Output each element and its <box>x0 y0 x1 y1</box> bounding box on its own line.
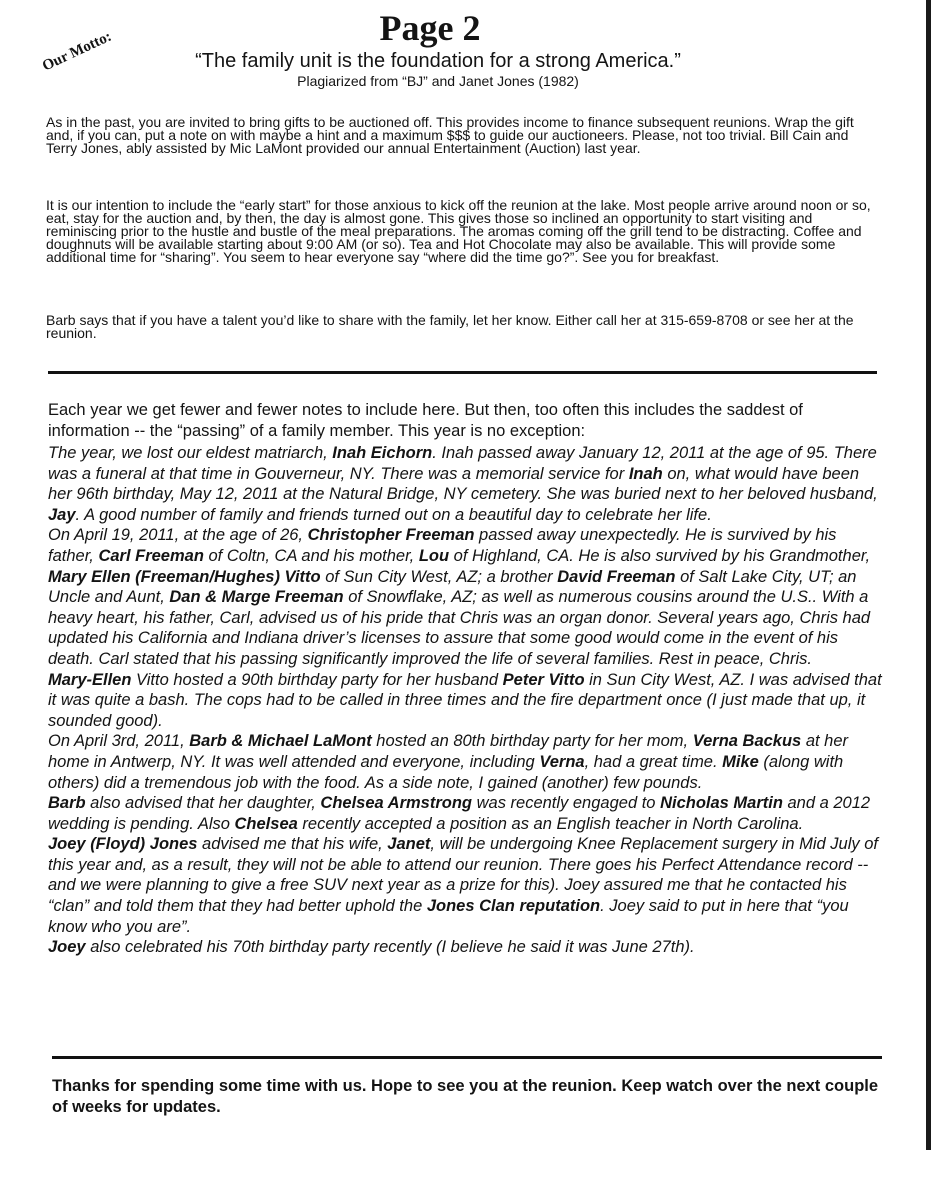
note-text: at her home in Antwerp, NY. It was well attended and everyone, including <box>48 732 849 771</box>
note-text: of Coltn, CA and his mother, <box>203 546 419 565</box>
note-text: , will be undergoing Knee Replacement surgery in Mid July of this year and, as a result, they will not be able to attend our reunion. There goes his Perfect Attendance record -- and we were planning to give a free SUV next year as a prize for this). Joey assured me that he contacted his “clan” and told them that they had better uphold the <box>48 835 878 916</box>
note-name: Carl Freeman <box>98 546 204 565</box>
note-name: Barb <box>48 794 86 813</box>
note-name: Mike <box>722 752 759 771</box>
note-text: On April 19, 2011, at the age of 26, <box>48 526 308 545</box>
note-text: also celebrated his 70th birthday party recently (I believe he said it was June 27th). <box>85 938 695 957</box>
page-edge-shadow <box>926 0 931 1150</box>
note-name: Janet <box>387 835 431 854</box>
note-text: of Salt Lake City, UT; an Uncle and Aunt, <box>48 567 857 607</box>
note-text: recently accepted a position as an English teacher in North Carolina. <box>297 814 804 833</box>
section-divider <box>52 1056 882 1059</box>
note-text: in Sun City West, AZ. I was advised that it was quite a bash. The cops had to be called in three times and the fire department once (I just made that up, it sounded good). <box>48 670 882 730</box>
note-name: David Freeman <box>557 567 676 586</box>
page-title: Page 2 <box>379 8 481 48</box>
note-text: of Sun City West, AZ; a brother <box>320 567 558 586</box>
family-note <box>48 443 884 525</box>
note-name: Chelsea <box>234 814 298 833</box>
note-text: . A good number of family and friends turned out on a beautiful day to celebrate her life. <box>75 505 712 524</box>
family-notes <box>48 443 884 958</box>
note-text: hosted an 80th birthday party for her mom, <box>371 732 693 751</box>
note-text: advised me that his wife, <box>197 835 388 854</box>
note-name: Inah Eichorn <box>332 444 433 462</box>
note-name: Christopher Freeman <box>307 526 475 545</box>
family-note <box>48 525 884 669</box>
note-text: , had a great time. <box>584 752 723 771</box>
note-text: The year, we lost our eldest matriarch, <box>48 444 333 462</box>
note-name: Joey <box>48 938 86 957</box>
note-name: Barb & Michael LaMont <box>189 732 372 751</box>
early-start-paragraph: It is our intention to include the “early start” for those anxious to kick off the reunion at the lake. Most people arrive around noon or so, eat, stay for the auction and, by then, the day is almost gone. This gives those so inclined an opportunity to start visiting and reminiscing prior to the hustle and bustle of the meal preparations. The aromas coming off the grill tend to be distracting. Coffee and doughnuts will be available starting about 9:00 AM (or so). Tea and Hot Chocolate may also be available. This will provide some additional time for “sharing”. You seem to hear everyone say “where did the time go?”. See you for breakfast. <box>46 197 871 265</box>
notes-intro: Each year we get fewer and fewer notes to include here. But then, too often this includes the saddest of information -- the “passing” of a family member. This year is no exception: <box>48 401 803 440</box>
note-name: Inah <box>628 464 663 483</box>
family-note <box>48 793 884 834</box>
note-name: Chelsea Armstrong <box>320 794 473 813</box>
note-name: Jones Clan reputation <box>426 897 601 916</box>
family-note <box>48 834 884 937</box>
note-name: Lou <box>418 546 450 565</box>
note-name: Nicholas Martin <box>660 794 783 813</box>
note-name: Verna <box>539 752 585 771</box>
note-name: Verna Backus <box>692 732 802 751</box>
note-name: Mary Ellen (Freeman/Hughes) Vitto <box>48 567 321 586</box>
motto-tag: Our Motto: <box>40 28 115 75</box>
note-name: Jay <box>48 505 76 524</box>
note-text: on, what would have been her 96th birthday, May 12, 2011 at the Natural Bridge, NY cemetery. She was buried next to her beloved husband, <box>48 464 878 504</box>
note-text: (along with others) did a tremendous job with the food. As a side note, I gained (another) few pounds. <box>48 752 844 792</box>
note-text: . Joey said to put in here that “you know who you are”. <box>48 897 849 936</box>
section-divider <box>48 371 877 374</box>
family-note <box>48 937 884 958</box>
note-text: of Snowflake, AZ; as well as numerous cousins around the U.S.. With a heavy heart, his father, Carl, advised us of his pride that Chris was an organ donor. Several years ago, Chris had updated his California and Indiana driver’s licenses to assure that some good would come in the event of his death. Carl stated that his passing significantly improved the life of several families. Rest in peace, Chris. <box>48 588 871 668</box>
note-name: Peter Vitto <box>502 670 585 689</box>
note-text: On April 3rd, 2011, <box>48 732 190 751</box>
note-text: Vitto hosted a 90th birthday party for her husband <box>131 670 503 689</box>
closing-message: Thanks for spending some time with us. Hope to see you at the reunion. Keep watch over the next couple of weeks for updates. <box>52 1077 879 1116</box>
note-name: Mary-Ellen <box>48 670 132 689</box>
note-text: . Inah passed away January 12, 2011 at the age of 95. There was a funeral at that time in Gouverneur, NY. There was a memorial service for <box>48 444 877 483</box>
note-text: passed away unexpectedly. He is survived by his father, <box>48 526 837 565</box>
note-text: also advised that her daughter, <box>85 794 321 813</box>
note-name: Dan & Marge Freeman <box>169 588 344 607</box>
talent-paragraph: Barb says that if you have a talent you’d like to share with the family, let her know. Either call her at 315-659-8708 or see her at the reunion. <box>46 312 854 341</box>
family-note <box>48 670 884 732</box>
note-name: Joey (Floyd) Jones <box>48 835 198 854</box>
family-note <box>48 731 884 793</box>
note-text: was recently engaged to <box>472 794 661 813</box>
motto-credit: Plagiarized from “BJ” and Janet Jones (1982) <box>297 73 579 89</box>
note-text: of Highland, CA. He is also survived by his Grandmother, <box>449 546 871 565</box>
motto-quote: “The family unit is the foundation for a strong America.” <box>195 50 681 72</box>
note-text: and a 2012 wedding is pending. Also <box>48 794 871 833</box>
auction-paragraph: As in the past, you are invited to bring gifts to be auctioned off. This provides income to finance subsequent reunions. Wrap the gift and, if you can, put a note on with maybe a hint and a maximum $$$ to guide our auctioneers. Please, not too trivial. Bill Cain and Terry Jones, ably assisted by Mic LaMont provided our annual Entertainment (Auction) last year. <box>46 114 854 156</box>
